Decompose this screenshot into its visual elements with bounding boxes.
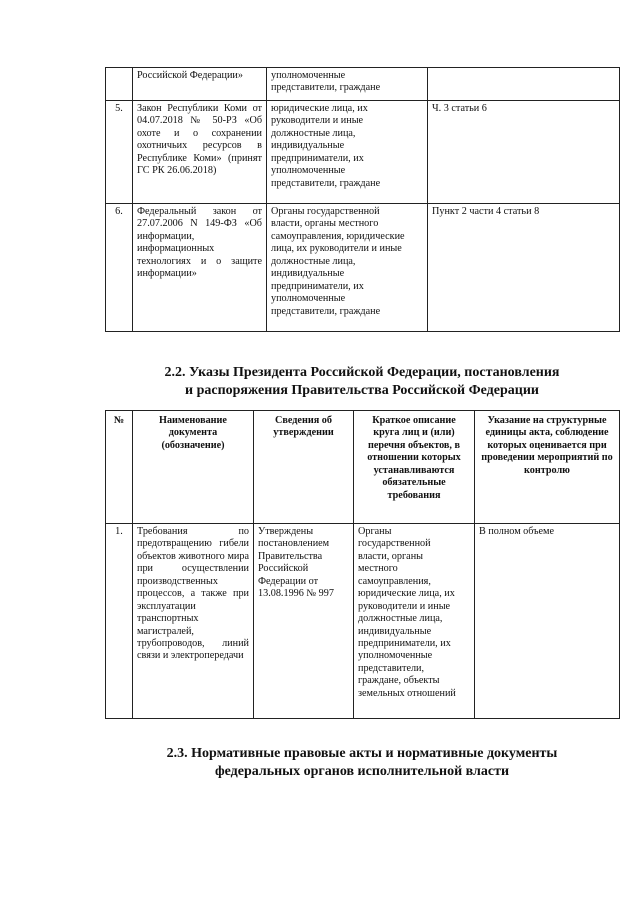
- table-row: [106, 204, 620, 332]
- persons-description: уполномоченные представители, граждане: [267, 68, 428, 101]
- section-2-2-heading: [100, 364, 624, 400]
- structural-units: В полном объеме: [475, 524, 620, 719]
- persons-description: Органы государственной власти, органы местного самоуправления, юридические лица, их руководители и иные должностные лица, индивидуальные предприниматели, их уполномоченные представители, граждане, объекты земельных отношений: [354, 524, 475, 719]
- heading-line: федеральных органов исполнительной власти: [214, 763, 510, 779]
- decrees-table: [105, 410, 620, 719]
- column-header-name: Наименование документа (обозначение): [133, 411, 254, 524]
- row-number: [106, 68, 133, 101]
- persons-description: юридические лица, их руководители и иные должностные лица, индивидуальные предприниматели, их уполномоченные представители, граждане: [267, 101, 428, 204]
- table-row: [106, 68, 620, 101]
- heading-line: и распоряжения Правительства Российской Федерации: [185, 382, 539, 398]
- row-number: 5.: [106, 101, 133, 204]
- heading-line: 2.3. Нормативные правовые акты и нормативные документы: [166, 746, 558, 761]
- document-name: Требования по предотвращению гибели объектов животного мира при осуществлении производственных процессов, а также при эксплуатации транспортных магистралей, трубопроводов, линий связи и электропередачи: [133, 524, 254, 719]
- structural-units: Пункт 2 части 4 статьи 8: [428, 204, 620, 332]
- document-name: Федеральный закон от 27.07.2006 N 149-ФЗ «Об информации, информационных технологиях и о защите информации»: [133, 204, 267, 332]
- table-header-row: [106, 411, 620, 524]
- table-row: [106, 101, 620, 204]
- column-header-approval: Сведения об утверждении: [254, 411, 354, 524]
- structural-units: [428, 68, 620, 101]
- document-name: Российской Федерации»: [133, 68, 267, 101]
- heading-line: 2.2. Указы Президента Российской Федерации, постановления: [164, 365, 560, 380]
- column-header-number: №: [106, 411, 133, 524]
- document-name: Закон Республики Коми от 04.07.2018 № 50-РЗ «Об охоте и о сохранении охотничьих ресурсов в Республике Коми» (принят ГС РК 26.06.2018): [133, 101, 267, 204]
- row-number: 1.: [106, 524, 133, 719]
- structural-units: Ч. 3 статьи 6: [428, 101, 620, 204]
- section-2-3-heading: [100, 745, 624, 781]
- requirements-table-continued: [105, 67, 620, 332]
- persons-description: Органы государственной власти, органы местного самоуправления, юридические лица, их руководители и иные должностные лица, индивидуальные предприниматели, их уполномоченные представители, граждане: [267, 204, 428, 332]
- row-number: 6.: [106, 204, 133, 332]
- approval-info: Утверждены постановлением Правительства Российской Федерации от 13.08.1996 № 997: [254, 524, 354, 719]
- column-header-units: Указание на структурные единицы акта, соблюдение которых оценивается при проведении мероприятий по контролю: [475, 411, 620, 524]
- column-header-persons: Краткое описание круга лиц и (или) перечня объектов, в отношении которых устанавливаются обязательные требования: [354, 411, 475, 524]
- table-row: [106, 524, 620, 719]
